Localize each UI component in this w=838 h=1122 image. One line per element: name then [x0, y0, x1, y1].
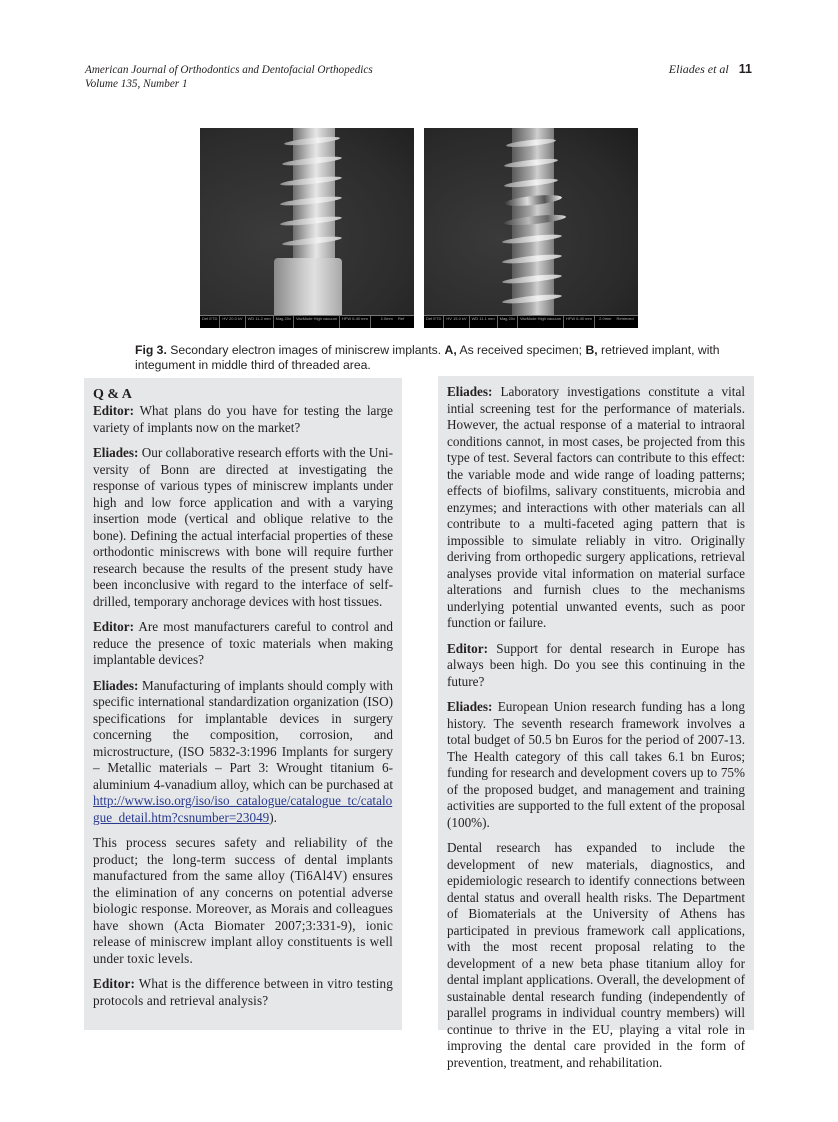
scale-value: 2.0mm	[380, 316, 393, 321]
speaker-label: Eliades:	[93, 677, 139, 693]
databar-det: Det ETD	[200, 316, 220, 328]
qa-paragraph	[447, 641, 745, 691]
paragraph-text: Manufacturing of implants should comply with specific international standardization organization (ISO) specifications for implantable devices in surgery concerning the composition, corrosion, and microstructure, (ISO 5832-3:1996 Implants for surgery – Metallic materials – Part 3: Wrought titanium 6-aluminium 4-vanadium alloy, which can be purchased at	[93, 677, 393, 792]
speaker-label: Editor:	[447, 640, 489, 656]
qa-paragraph	[447, 699, 745, 831]
paragraph-text: European Union research funding has a long history. The seventh research framework involves a total budget of 50.5 bn Euros for the period of 2007-13. The Health category of this call takes 6.1 bn Euros; funding for research and development covers up to 75% of the proposed budget, and management and training activities are supported to the full extent of the proposal (100%).	[447, 699, 745, 830]
sem-image-panel-a	[200, 128, 414, 328]
qa-paragraph	[93, 403, 393, 436]
databar-mag: Mag 20x	[274, 316, 294, 328]
speaker-label: Eliades:	[447, 384, 493, 399]
caption-panel-a-label: A,	[444, 343, 457, 357]
qa-box-left	[84, 378, 402, 1030]
qa-paragraph	[447, 840, 745, 1071]
databar-mag: Mag 20x	[498, 316, 518, 328]
figure-3	[200, 128, 638, 328]
qa-paragraph	[93, 835, 393, 967]
specimen-tag: Retrieved	[616, 316, 634, 321]
caption-text: As received specimen;	[456, 343, 586, 357]
paragraph-text: Support for dental research in Europe has always been high. Do you see this continuing in the future?	[447, 640, 745, 689]
speaker-label: Eliades:	[447, 699, 493, 714]
figure-caption	[135, 343, 725, 373]
paragraph-text: ).	[269, 809, 277, 825]
miniscrew-shank	[274, 258, 342, 318]
paragraph-text: This process secures safety and reliability of the product; the long-term success of dental implants manufactured from the same alloy (Ti6Al4V) ensures the elimination of any concerns on potential adverse biologic response. Moreover, as Morais and colleagues have shown (Acta Biomater 2007;3:331-9), ionic release of miniscrew implant alloy constituents is well under toxic levels.	[93, 835, 393, 966]
journal-title: American Journal of Orthodontics and Dentofacial Orthopedics	[85, 64, 373, 76]
databar-scale	[371, 316, 414, 328]
qa-paragraph	[93, 445, 393, 610]
databar-scale	[595, 316, 638, 328]
page-number: 11	[738, 62, 752, 76]
paragraph-text: Laboratory investigations constitute a vital intial screening test for the performance of materials. However, the actual response of a material to intraoral conditions cannot, in most cases, be projected from this type of test. Several factors can contribute to this effect: the variable mode and wide range of loading patterns; effects of biofilms, salivary constituents, microbia and enzymes; and interactions with other materials can all contribute to a multi-faceted aging pattern that is impossible to simulate reliably in vitro. Originally deriving from orthopedic surgery applications, retrieval analyses provide vital information on material surface alterations and furnish clues to the mechanisms underlying potential unwanted events, such as poor function or failure.	[447, 384, 745, 630]
caption-panel-b-label: B,	[585, 343, 598, 357]
paragraph-text: What plans do you have for testing the large variety of implants now on the market?	[93, 403, 393, 435]
specimen-tag: Ref	[397, 316, 405, 321]
iso-catalogue-link[interactable]: http://www.iso.org/iso/iso_catalogue/catalogue_tc/catalogue_detail.htm?csnumber=23049	[93, 793, 393, 825]
caption-text: retrieved implant, with integument in middle third of threaded area.	[135, 343, 720, 372]
sem-databar	[200, 315, 414, 328]
databar-det: Det ETD	[424, 316, 444, 328]
qa-paragraph	[93, 619, 393, 669]
qa-paragraph	[93, 678, 393, 827]
qa-title: Q & A	[93, 387, 132, 402]
databar-vacmode: VacMode High vacuum	[518, 316, 564, 328]
databar-vacmode: VacMode High vacuum	[294, 316, 340, 328]
sem-image-panel-b	[424, 128, 638, 328]
paragraph-text: What is the difference between in vitro testing protocols and retrieval analysis?	[93, 976, 393, 1008]
databar-wd: WD 11.2 mm	[246, 316, 274, 328]
paragraph-text: Dental research has expanded to include the development of new materials, diagnostics, and epidemiologic research to identify connections between dental status and overall health risks. The Department of Biomaterials at the University of Athens has participated in previous framework call applications, with the most recent proposal relating to the development of a new beta phase titanium alloy for dental implant applications. Overall, the development of sustainable dental research funding (independently of parallel programs in individual country members) will continue to thrive in the EU, playing a vital role in improving the dental care provided in the form of prevention, treatment, and rehabilitation.	[447, 840, 745, 1070]
speaker-label: Editor:	[93, 403, 135, 418]
running-head-right	[669, 62, 752, 76]
qa-paragraph	[93, 976, 393, 1009]
databar-hfw: HFW 6.40 mm	[564, 316, 595, 328]
sem-databar	[424, 315, 638, 328]
databar-hv: HV 15.0 kV	[444, 316, 469, 328]
qa-paragraph	[447, 384, 745, 632]
databar-hv: HV 20.0 kV	[220, 316, 245, 328]
databar-hfw: HFW 6.40 mm	[340, 316, 371, 328]
speaker-label: Eliades:	[93, 445, 139, 460]
paragraph-text: Are most manufacturers careful to control and reduce the presence of toxic materials when making implantable devices?	[93, 619, 393, 667]
scale-value: 2.0mm	[599, 316, 612, 321]
paragraph-text: Our collaborative research efforts with the University of Bonn are directed at investigating the response of various types of miniscrew implants under high and low force application and with a varying insertion mode (vertical and oblique relative to the bone). Defining the actual interfacial properties of these orthodontic miniscrews with bone will require further research because the results of the present study have been inconclusive with regard to the interface of self-drilled, temporary anchorage devices with host tissues.	[93, 445, 393, 609]
speaker-label: Editor:	[93, 619, 135, 634]
journal-volume: Volume 135, Number 1	[85, 78, 188, 90]
running-head-left	[85, 63, 373, 91]
caption-label: Fig 3.	[135, 343, 167, 357]
qa-box-right	[438, 376, 754, 1070]
caption-text: Secondary electron images of miniscrew implants.	[166, 343, 445, 357]
speaker-label: Editor:	[93, 976, 136, 991]
running-authors: Eliades et al	[668, 62, 729, 76]
databar-wd: WD 11.1 mm	[470, 316, 498, 328]
